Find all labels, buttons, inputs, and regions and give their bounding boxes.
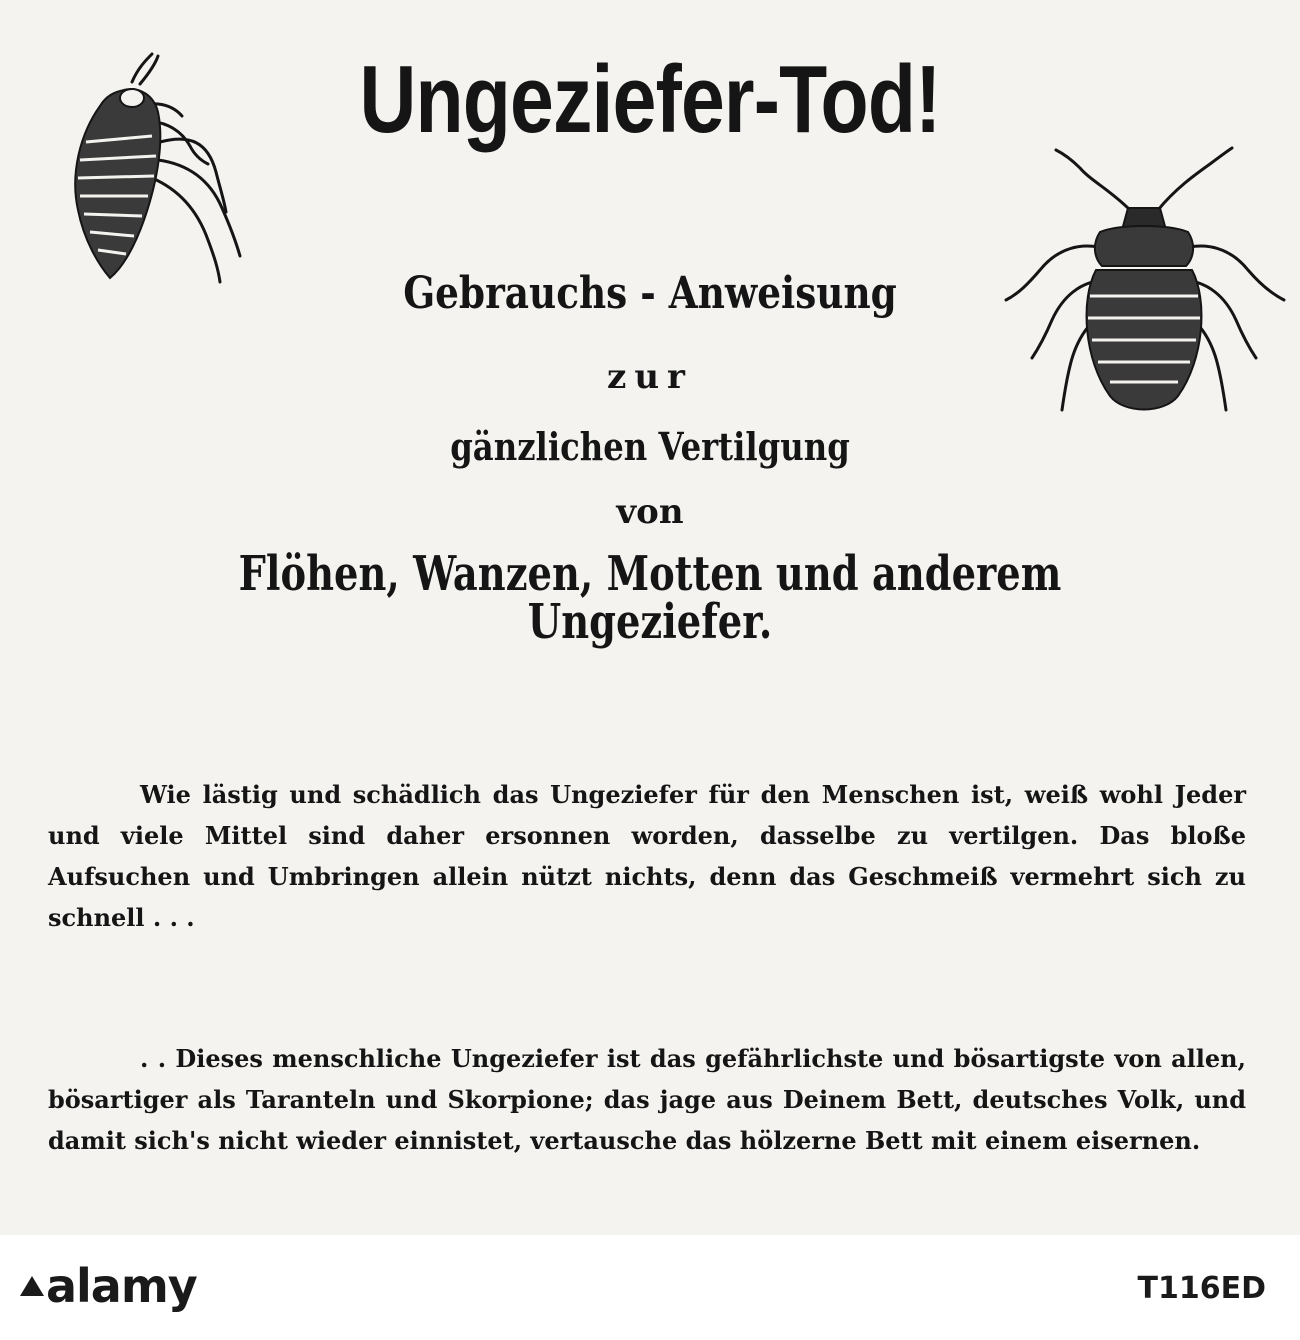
alamy-wordmark: alamy xyxy=(46,1259,197,1313)
document-title: Ungeziefer-Tod! xyxy=(359,46,941,153)
paragraph-intro: Wie lästig und schädlich das Ungeziefer für den Menschen ist, weiß wohl Jeder und viele Mittel sind daher ersonnen worden, dasselbe zu vertilgen. Das bloße Aufsuchen und Umbringen allein nützt nichts, denn das Geschmeiß vermehrt sich zu schnell . . . xyxy=(48,780,1246,932)
heading-extermination: gänzlichen Vertilgung xyxy=(450,424,850,469)
watermark-bar xyxy=(0,1235,1300,1340)
heading-for: zur xyxy=(607,357,693,397)
paragraph-closing: . . Dieses menschliche Ungeziefer ist das gefährlichste und bösartigste von allen, bösartiger als Taranteln und Skorpione; das jage aus Deinem Bett, deutsches Volk, und damit sich's nicht wieder einnistet, vertausche das hölzerne Bett mit einem eisernen. xyxy=(48,1044,1246,1155)
alamy-mark-icon xyxy=(20,1276,44,1296)
alamy-logo xyxy=(20,1259,197,1313)
image-id: T116ED xyxy=(1137,1271,1266,1306)
heading-pests: Flöhen, Wanzen, Motten und anderem Ungeziefer. xyxy=(238,546,1062,650)
heading-instructions: Gebrauchs - Anweisung xyxy=(403,268,897,319)
heading-of: von xyxy=(616,492,684,532)
